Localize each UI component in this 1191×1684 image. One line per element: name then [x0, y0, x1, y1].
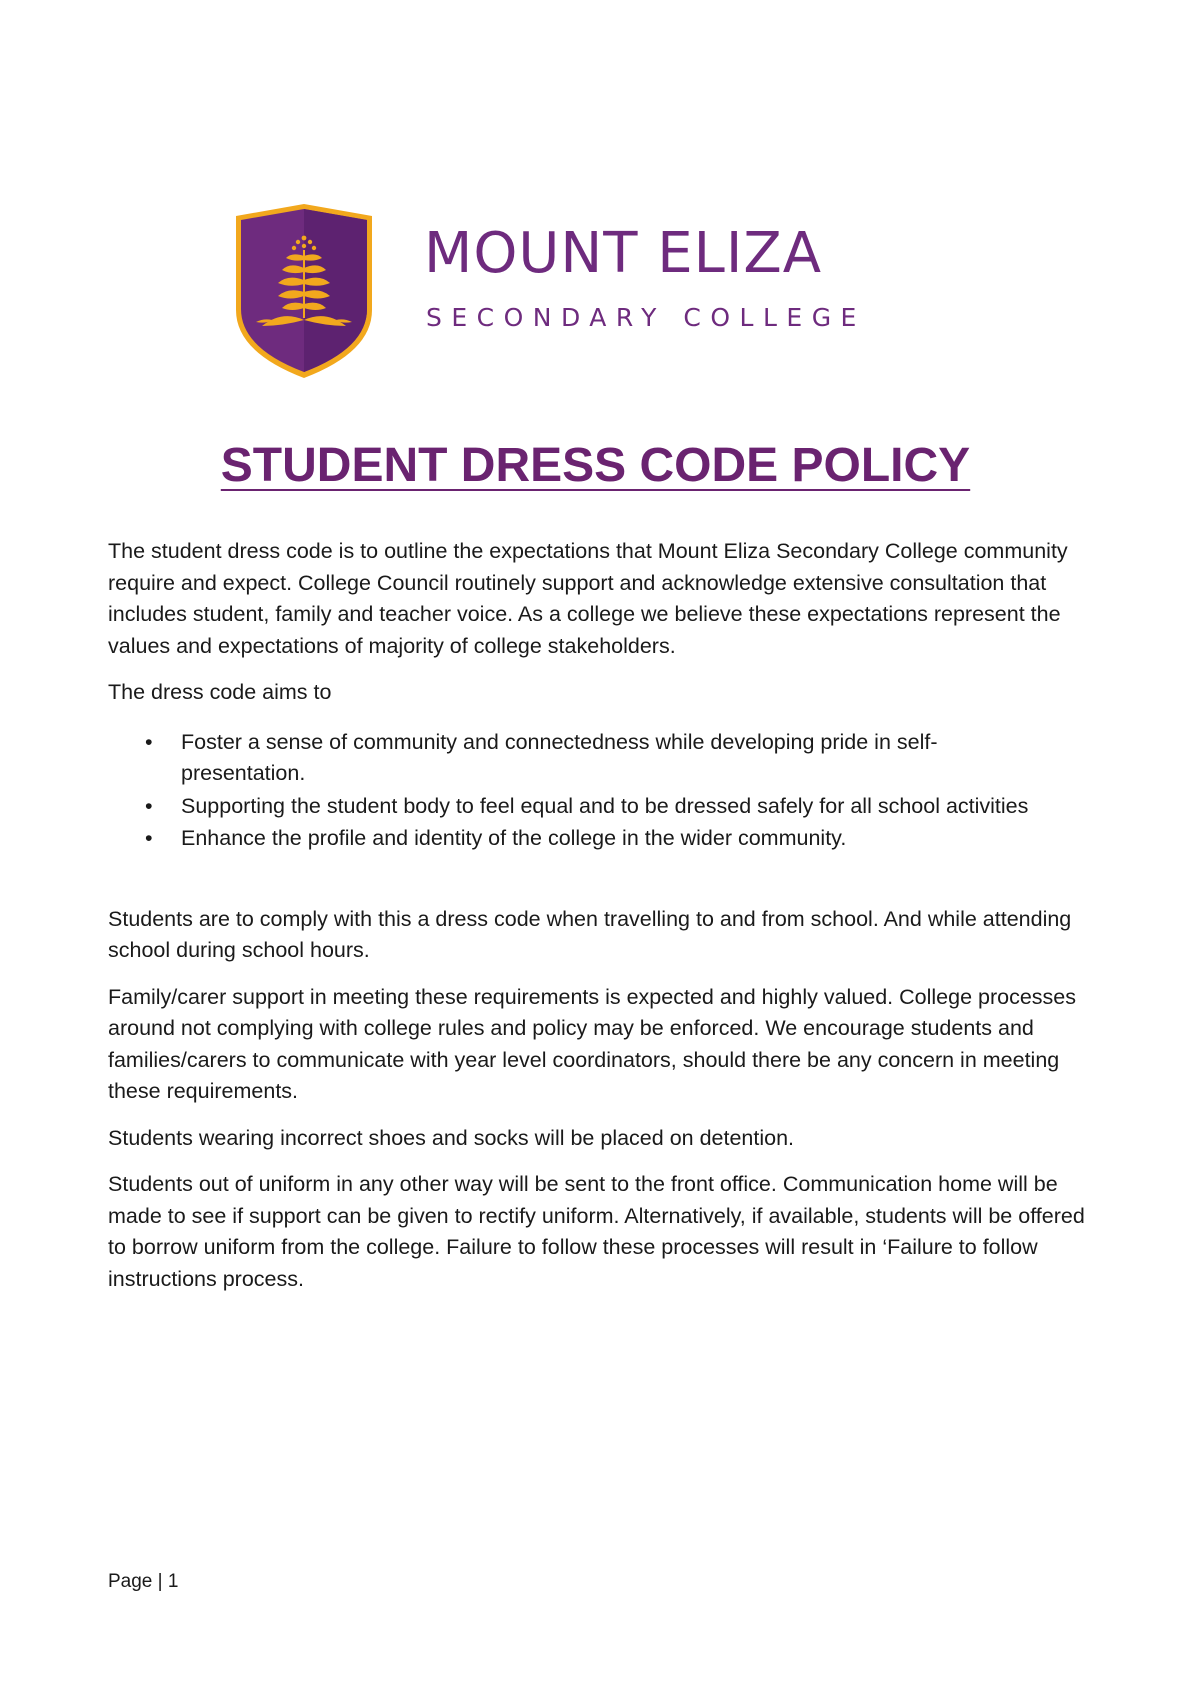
list-item [145, 823, 1098, 855]
page-title: STUDENT DRESS CODE POLICY [220, 439, 971, 492]
list-item-text: Supporting the student body to feel equal and to be dressed safely for all school activities [181, 793, 1029, 818]
school-name: MOUNT ELIZA [424, 221, 823, 286]
bullet-icon: • [145, 793, 153, 818]
list-item-text: Enhance the profile and identity of the college in the wider community. [181, 826, 847, 850]
school-subtitle: SECONDARY COLLEGE [426, 303, 866, 332]
list-item-text: Foster a sense of community and connectedness while developing pride in self-presentation. [181, 729, 938, 785]
bullet-icon: • [145, 826, 153, 850]
aims-lead-paragraph: The dress code aims to [108, 680, 332, 704]
list-item [145, 727, 1098, 790]
aims-list [108, 727, 1098, 855]
shoes-paragraph: Students wearing incorrect shoes and socks will be placed on detention. [108, 1125, 795, 1150]
comply-paragraph: Students are to comply with this a dress code when travelling to and from school. And while attending school during school hours. [108, 906, 1072, 962]
page-number: Page | 1 [108, 1571, 179, 1592]
out-of-uniform-paragraph: Students out of uniform in any other way will be sent to the front office. Communication home will be made to see if support can be given to rectify uniform. Alternatively, if available, students will be offered to borrow uniform from the college. Failure to follow these processes will result in ‘Failure to follow instructions process. [108, 1172, 1085, 1291]
college-logo [232, 202, 912, 382]
intro-paragraph: The student dress code is to outline the expectations that Mount Eliza Secondary College community require and expect. College Council routinely support and acknowledge extensive consultation that includes student, family and teacher voice. As a college we believe these expectations represent the values and expectations of majority of college stakeholders. [108, 539, 1068, 658]
policy-body [108, 536, 1098, 1310]
bullet-icon: • [145, 729, 153, 754]
list-item [145, 791, 1098, 823]
family-paragraph: Family/carer support in meeting these requirements is expected and highly valued. College processes around not complying with college rules and policy may be enforced. We encourage students and families/carers to communicate with year level coordinators, should there be any concern in meeting these requirements. [108, 984, 1077, 1103]
section-spacer [108, 856, 1098, 904]
college-crest-icon [232, 202, 376, 380]
